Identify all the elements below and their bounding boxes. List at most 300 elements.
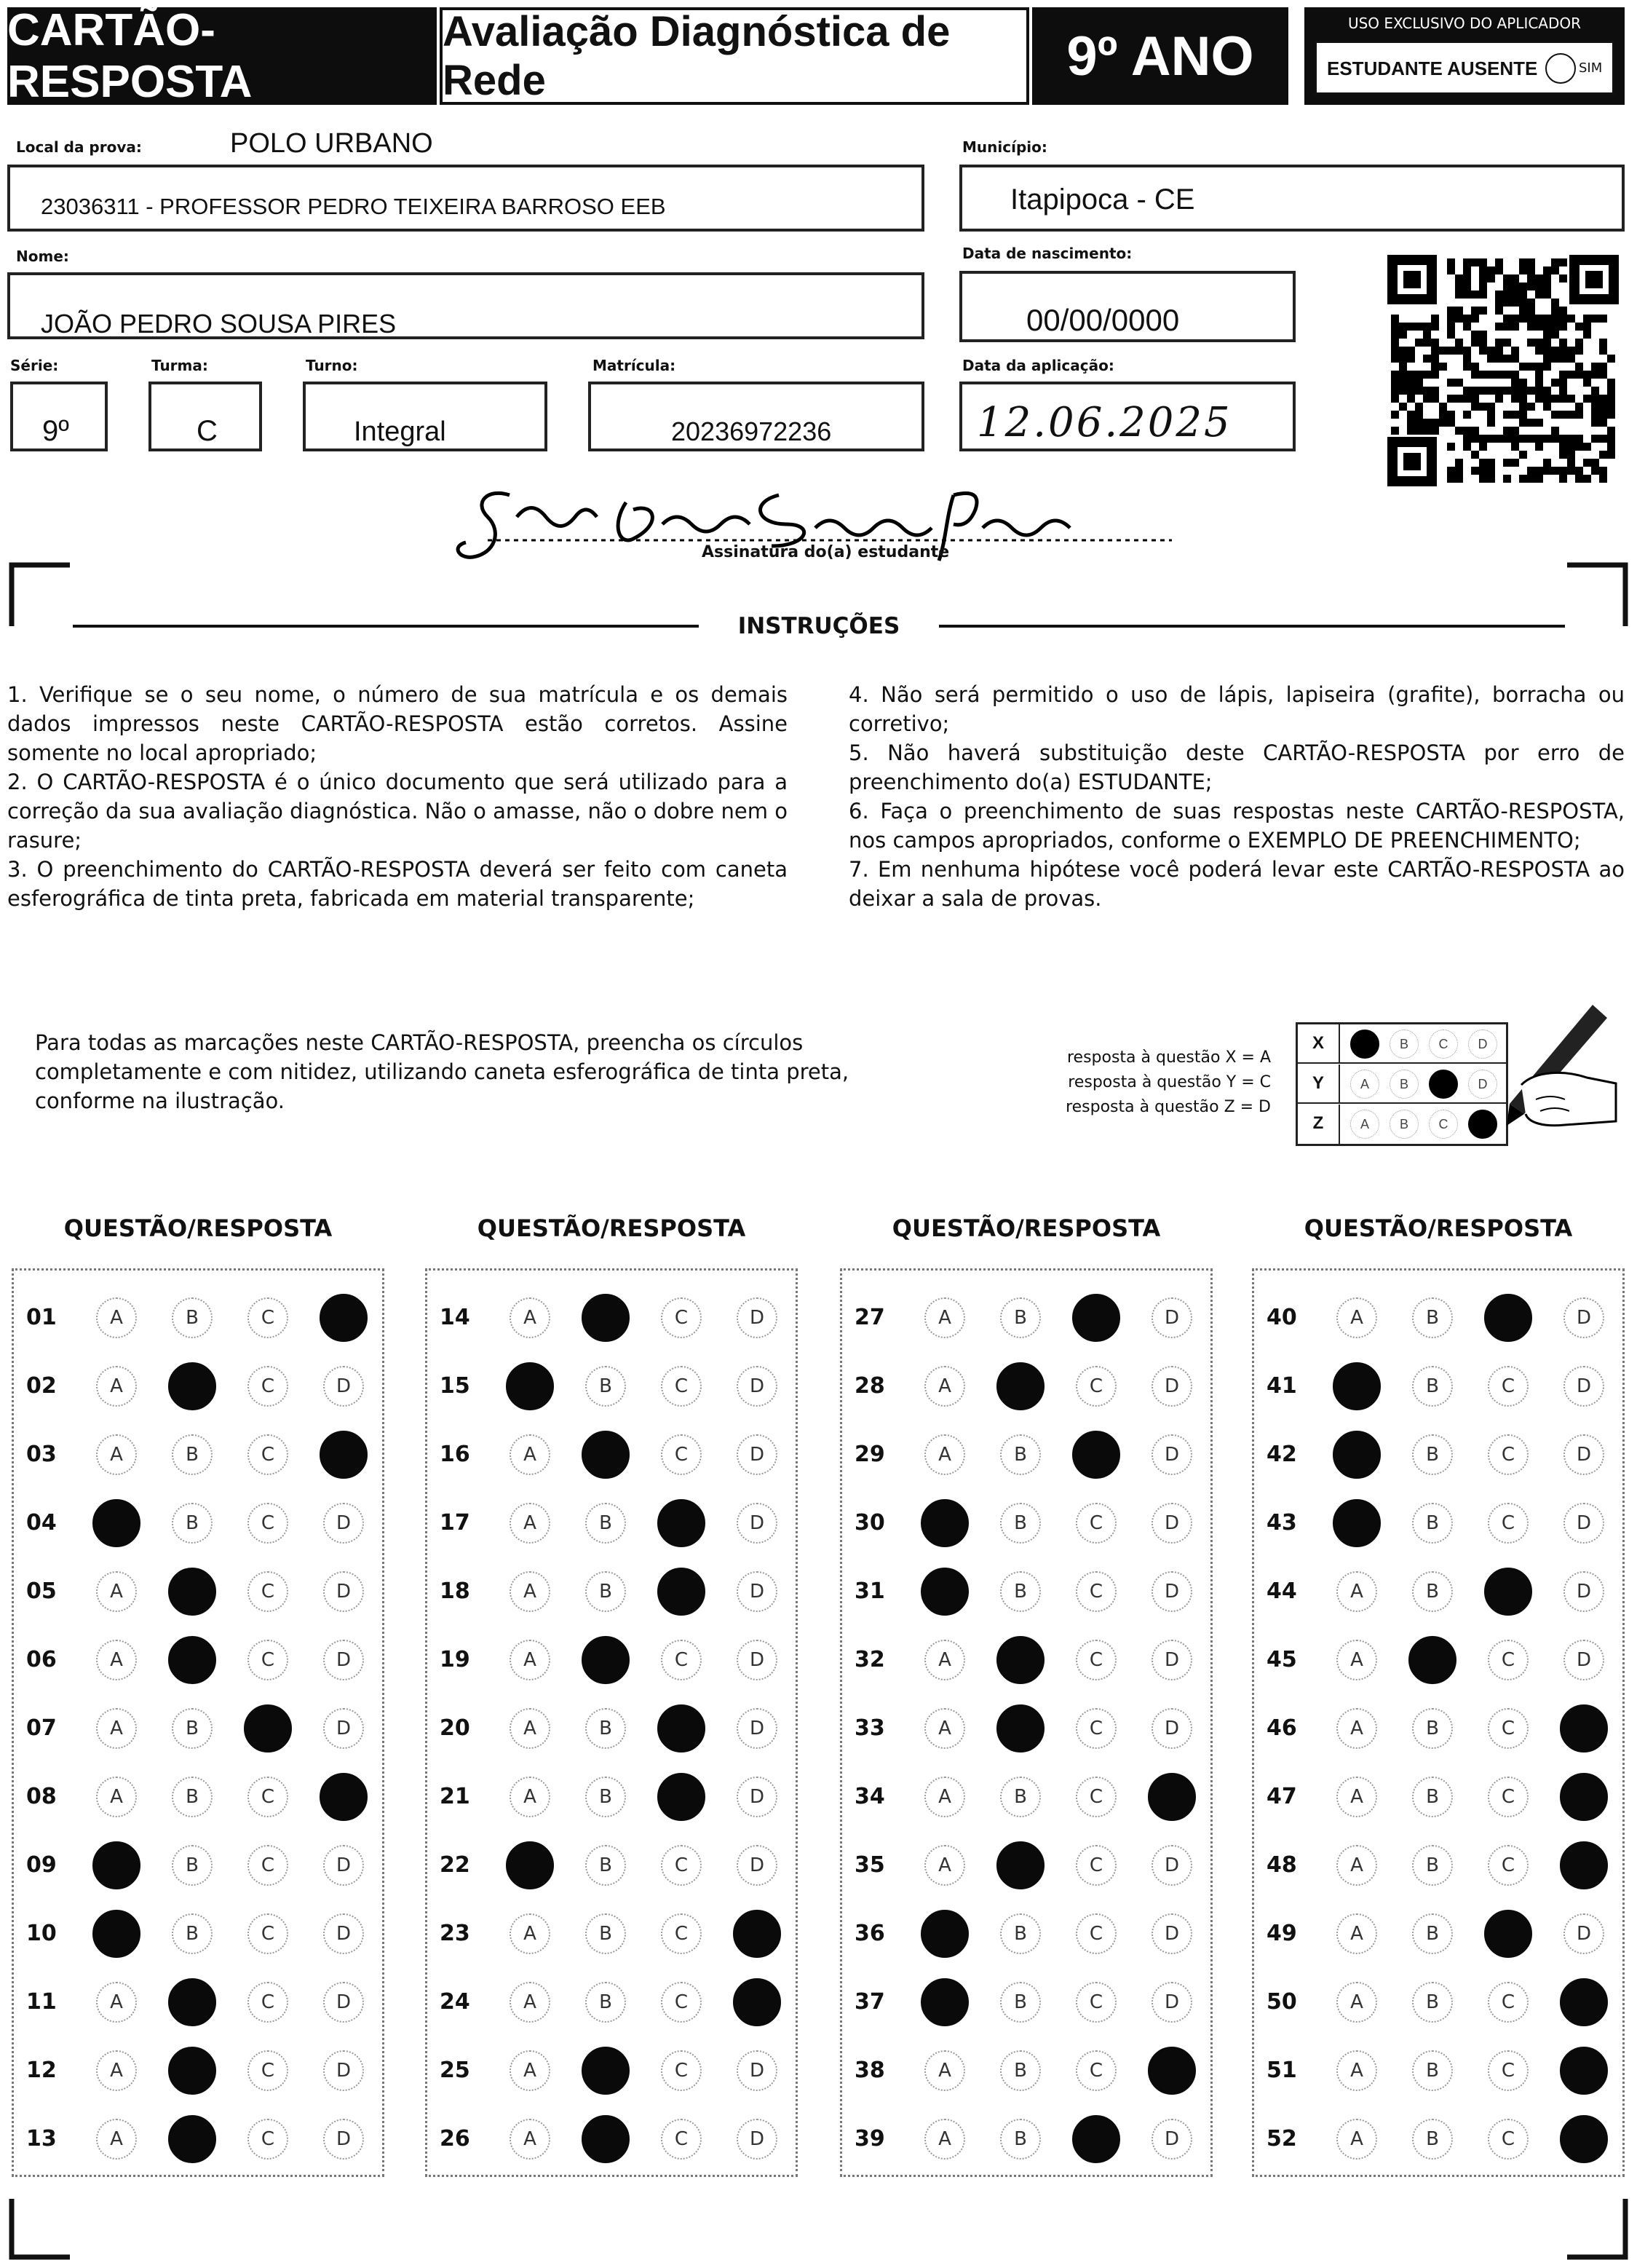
answer-bubble-c[interactable]: C — [1076, 1640, 1117, 1680]
answer-row — [440, 1973, 783, 2031]
answer-bubble-d[interactable]: D — [323, 2119, 364, 2160]
question-number: 49 — [1267, 1921, 1297, 1946]
example-bubble-a — [1350, 1030, 1379, 1059]
answer-bubble-c[interactable]: C — [247, 1640, 288, 1680]
answer-bubble-b[interactable]: B — [1412, 1503, 1453, 1544]
example-bubble-c: C — [1429, 1030, 1458, 1059]
answer-bubble-a[interactable]: A — [924, 1640, 965, 1680]
answer-bubble-a[interactable]: A — [924, 1777, 965, 1817]
answer-bubble-d[interactable]: D — [323, 1982, 364, 2023]
answer-bubble-c[interactable] — [1072, 2115, 1120, 2163]
answer-bubble-c[interactable] — [657, 1499, 705, 1547]
answer-bubble-a[interactable]: A — [1336, 1708, 1377, 1749]
instruction-6: 6. Faça o preenchimento de suas respostas neste CARTÃO-RESPOSTA, nos campos apropriados, conforme o EXEMPLO DE PREENCHIMENTO; — [849, 799, 1625, 853]
question-number: 21 — [440, 1784, 470, 1809]
answer-bubble-d[interactable]: D — [1152, 2119, 1192, 2160]
answer-bubble-d[interactable] — [1560, 2115, 1608, 2163]
answer-bubble-c[interactable]: C — [247, 1297, 288, 1338]
answer-bubble-c[interactable]: C — [661, 1640, 702, 1680]
answer-bubble-b[interactable] — [168, 1568, 216, 1616]
answer-bubble-b[interactable] — [582, 2115, 630, 2163]
absent-label: ESTUDANTE AUSENTE — [1327, 58, 1538, 79]
answer-row — [440, 1426, 783, 1484]
answer-bubble-d[interactable]: D — [737, 1297, 777, 1338]
answer-bubble-b[interactable] — [168, 1978, 216, 2026]
answer-row — [440, 2042, 783, 2100]
answer-bubble-a[interactable]: A — [510, 1913, 550, 1954]
answer-bubble-c[interactable]: C — [1076, 1913, 1117, 1954]
answer-bubble-a[interactable]: A — [1336, 1297, 1377, 1338]
nome-label: Nome: — [16, 248, 69, 265]
instruction-3: 3. O preenchimento do CARTÃO-RESPOSTA deverá ser feito com caneta esferográfica de tinta preta, fabricada em material transparente; — [7, 857, 788, 911]
answer-bubble-a[interactable]: A — [924, 2050, 965, 2091]
answer-bubble-a[interactable]: A — [510, 1777, 550, 1817]
answer-bubble-d[interactable] — [320, 1773, 368, 1821]
answer-bubble-a[interactable]: A — [510, 1434, 550, 1475]
answer-bubble-d[interactable]: D — [737, 1366, 777, 1407]
answer-bubble-d[interactable]: D — [737, 1708, 777, 1749]
turma-label: Turma: — [151, 357, 208, 374]
answer-bubble-b[interactable] — [168, 2115, 216, 2163]
answer-bubble-c[interactable]: C — [1076, 1571, 1117, 1612]
answer-bubble-a[interactable]: A — [96, 1297, 137, 1338]
answer-bubble-b[interactable]: B — [172, 1503, 213, 1544]
answer-bubble-b[interactable]: B — [172, 1777, 213, 1817]
answer-bubble-c[interactable]: C — [1488, 1708, 1529, 1749]
answer-bubble-d[interactable]: D — [1152, 1845, 1192, 1886]
answer-bubble-b[interactable] — [996, 1362, 1045, 1410]
question-number: 36 — [855, 1921, 885, 1946]
answer-row — [26, 1494, 370, 1552]
answer-bubble-c[interactable]: C — [1488, 1366, 1529, 1407]
answer-bubble-c[interactable]: C — [1488, 1640, 1529, 1680]
answer-bubble-d[interactable]: D — [1563, 1297, 1604, 1338]
question-number: 01 — [26, 1305, 57, 1330]
answer-bubble-c[interactable]: C — [247, 1434, 288, 1475]
answer-bubble-c[interactable]: C — [1488, 1845, 1529, 1886]
example-caption-y: resposta à questão Y = C — [1068, 1073, 1271, 1091]
answer-bubble-d[interactable]: D — [323, 1571, 364, 1612]
example-letter: X — [1298, 1024, 1340, 1064]
answer-bubble-b[interactable]: B — [172, 1708, 213, 1749]
answer-bubble-d[interactable] — [733, 1978, 781, 2026]
answer-bubble-a[interactable]: A — [510, 2119, 550, 2160]
serie-label: Série: — [10, 357, 59, 374]
example-row — [1298, 1105, 1506, 1144]
answer-bubble-c[interactable] — [1072, 1294, 1120, 1342]
answer-bubble-c[interactable]: C — [247, 1982, 288, 2023]
question-number: 52 — [1267, 2126, 1297, 2152]
answer-row — [26, 1631, 370, 1689]
answer-bubble-d[interactable] — [1560, 1704, 1608, 1753]
answer-bubble-b[interactable]: B — [1412, 1434, 1453, 1475]
answer-row — [26, 1426, 370, 1484]
answer-row — [1267, 1426, 1610, 1484]
answer-bubble-d[interactable] — [320, 1431, 368, 1479]
example-caption-z: resposta à questão Z = D — [1066, 1098, 1271, 1116]
question-number: 26 — [440, 2126, 470, 2152]
answer-bubble-d[interactable]: D — [1563, 1571, 1604, 1612]
answer-row — [855, 2110, 1198, 2168]
question-number: 04 — [26, 1510, 57, 1536]
answer-bubble-a[interactable]: A — [924, 1845, 965, 1886]
answer-bubble-c[interactable]: C — [247, 1366, 288, 1407]
answer-bubble-a[interactable] — [921, 1499, 969, 1547]
answer-bubble-a[interactable]: A — [96, 1434, 137, 1475]
answer-bubble-d[interactable]: D — [1563, 1913, 1604, 1954]
answer-bubble-c[interactable]: C — [661, 1434, 702, 1475]
question-number: 47 — [1267, 1784, 1297, 1809]
answer-bubble-b[interactable]: B — [585, 1982, 626, 2023]
answer-bubble-a[interactable] — [506, 1841, 554, 1889]
answer-bubble-c[interactable]: C — [247, 1845, 288, 1886]
answer-bubble-b[interactable] — [168, 2047, 216, 2095]
answer-bubble-b[interactable]: B — [585, 1708, 626, 1749]
answer-row — [855, 1768, 1198, 1826]
answer-bubble-d[interactable]: D — [737, 2119, 777, 2160]
question-number: 05 — [26, 1578, 57, 1604]
answer-bubble-b[interactable]: B — [1412, 1297, 1453, 1338]
answer-bubble-b[interactable]: B — [585, 1571, 626, 1612]
example-bubble-a: A — [1350, 1110, 1379, 1139]
answer-bubble-a[interactable]: A — [96, 2050, 137, 2091]
matricula-label: Matrícula: — [592, 357, 676, 374]
answer-bubble-c[interactable]: C — [1076, 1708, 1117, 1749]
answer-bubble-b[interactable]: B — [1412, 1913, 1453, 1954]
answer-bubble-c[interactable]: C — [661, 1845, 702, 1886]
instruction-1: 1. Verifique se o seu nome, o número de sua matrícula e os demais dados impressos neste CARTÃO-RESPOSTA estão corretos. Assine somente no local apropriado; — [7, 682, 788, 765]
answer-row — [1267, 1494, 1610, 1552]
question-number: 10 — [26, 1921, 57, 1946]
answer-bubble-b[interactable]: B — [1412, 1366, 1453, 1407]
answer-bubble-a[interactable]: A — [96, 1708, 137, 1749]
answer-bubble-a[interactable] — [506, 1362, 554, 1410]
answer-bubble-c[interactable] — [657, 1704, 705, 1753]
answer-row — [1267, 1562, 1610, 1621]
question-number: 51 — [1267, 2058, 1297, 2083]
exam-title-text: Avaliação Diagnóstica de Rede — [443, 8, 951, 104]
answer-row — [440, 1905, 783, 1963]
answer-row — [1267, 1631, 1610, 1689]
absent-option: SIM — [1579, 60, 1603, 76]
answer-bubble-b[interactable]: B — [1000, 1913, 1041, 1954]
answer-row — [440, 2110, 783, 2168]
answer-bubble-d[interactable] — [1560, 1841, 1608, 1889]
answer-bubble-a[interactable]: A — [924, 1434, 965, 1475]
answer-row — [855, 1289, 1198, 1347]
answer-bubble-a[interactable]: A — [1336, 1913, 1377, 1954]
answer-bubble-c[interactable]: C — [247, 1777, 288, 1817]
answer-bubble-c[interactable]: C — [661, 1982, 702, 2023]
answer-bubble-b[interactable] — [582, 1431, 630, 1479]
answer-bubble-c[interactable]: C — [661, 2050, 702, 2091]
answer-bubble-d[interactable] — [320, 1294, 368, 1342]
instructions-title: INSTRUÇÕES — [737, 613, 900, 639]
answer-bubble-c[interactable] — [657, 1773, 705, 1821]
answer-row — [855, 2042, 1198, 2100]
example-bubble-c — [1429, 1070, 1458, 1099]
answer-bubble-b[interactable]: B — [1000, 2050, 1041, 2091]
question-number: 07 — [26, 1715, 57, 1741]
answer-bubble-b[interactable]: B — [1412, 2050, 1453, 2091]
answer-bubble-d[interactable]: D — [323, 2050, 364, 2091]
answer-row — [1267, 1357, 1610, 1415]
answer-bubble-a[interactable]: A — [510, 2050, 550, 2091]
answer-bubble-c[interactable] — [1484, 1294, 1532, 1342]
turma-value: C — [197, 415, 218, 447]
answer-bubble-b[interactable] — [582, 1636, 630, 1684]
answer-bubble-a[interactable] — [92, 1499, 140, 1547]
answer-bubble-d[interactable]: D — [1563, 1640, 1604, 1680]
answer-bubble-d[interactable]: D — [1152, 1982, 1192, 2023]
answer-bubble-b[interactable]: B — [172, 1913, 213, 1954]
answer-bubble-c[interactable] — [657, 1568, 705, 1616]
answer-bubble-d[interactable]: D — [1152, 1434, 1192, 1475]
answer-bubble-a[interactable] — [921, 1978, 969, 2026]
aplicacao-value: 12.06.2025 — [977, 399, 1232, 446]
answer-bubble-b[interactable]: B — [1000, 1571, 1041, 1612]
answer-bubble-b[interactable]: B — [1412, 1982, 1453, 2023]
answer-row — [26, 1768, 370, 1826]
answer-bubble-a[interactable]: A — [924, 1366, 965, 1407]
answer-bubble-a[interactable]: A — [924, 1297, 965, 1338]
answer-bubble-d[interactable]: D — [1563, 1434, 1604, 1475]
answer-bubble-a[interactable]: A — [96, 1366, 137, 1407]
answer-bubble-b[interactable]: B — [1000, 1777, 1041, 1817]
answer-bubble-a[interactable]: A — [96, 2119, 137, 2160]
answer-bubble-b[interactable]: B — [585, 1366, 626, 1407]
answer-bubble-c[interactable]: C — [247, 2050, 288, 2091]
answer-row — [855, 1699, 1198, 1758]
question-number: 29 — [855, 1442, 885, 1467]
answer-bubble-d[interactable]: D — [737, 1503, 777, 1544]
answer-bubble-d[interactable]: D — [1152, 1366, 1192, 1407]
answer-bubble-a[interactable]: A — [1336, 1845, 1377, 1886]
answer-bubble-b[interactable]: B — [172, 1434, 213, 1475]
answer-bubble-d[interactable] — [1148, 1773, 1196, 1821]
answer-bubble-d[interactable]: D — [323, 1640, 364, 1680]
answer-bubble-c[interactable]: C — [661, 1297, 702, 1338]
answer-bubble-b[interactable] — [168, 1636, 216, 1684]
answer-bubble-b[interactable] — [168, 1362, 216, 1410]
answer-row — [440, 1357, 783, 1415]
answer-bubble-a[interactable]: A — [510, 1571, 550, 1612]
answer-bubble-d[interactable]: D — [323, 1913, 364, 1954]
answer-bubble-b[interactable]: B — [1412, 1708, 1453, 1749]
answer-bubble-c[interactable]: C — [1488, 2050, 1529, 2091]
example-bubble-b: B — [1390, 1070, 1419, 1099]
answer-bubble-d[interactable] — [733, 1910, 781, 1958]
answer-bubble-a[interactable]: A — [1336, 1777, 1377, 1817]
question-number: 30 — [855, 1510, 885, 1536]
answer-bubble-d[interactable]: D — [737, 2050, 777, 2091]
question-number: 40 — [1267, 1305, 1297, 1330]
answer-bubble-b[interactable] — [582, 1294, 630, 1342]
answer-bubble-a[interactable]: A — [510, 1640, 550, 1680]
answer-bubble-a[interactable] — [92, 1841, 140, 1889]
answer-bubble-c[interactable]: C — [1488, 1777, 1529, 1817]
answer-bubble-c[interactable]: C — [1076, 1845, 1117, 1886]
answer-bubble-a[interactable]: A — [1336, 2119, 1377, 2160]
answer-bubble-d[interactable]: D — [1563, 1366, 1604, 1407]
answer-bubble-b[interactable]: B — [585, 1503, 626, 1544]
answer-bubble-b[interactable]: B — [1412, 2119, 1453, 2160]
question-number: 38 — [855, 2058, 885, 2083]
answer-bubble-d[interactable]: D — [1152, 1297, 1192, 1338]
answer-bubble-c[interactable]: C — [1076, 1982, 1117, 2023]
answer-bubble-a[interactable]: A — [924, 1708, 965, 1749]
answer-bubble-d[interactable]: D — [1152, 1503, 1192, 1544]
answer-bubble-d[interactable]: D — [737, 1434, 777, 1475]
answer-bubble-b[interactable]: B — [1000, 1503, 1041, 1544]
answer-bubble-b[interactable]: B — [585, 1845, 626, 1886]
answer-row — [1267, 1768, 1610, 1826]
nascimento-label: Data de nascimento: — [962, 245, 1133, 262]
answer-bubble-b[interactable] — [996, 1841, 1045, 1889]
question-number: 41 — [1267, 1373, 1297, 1399]
answer-bubble-c[interactable]: C — [1076, 2050, 1117, 2091]
answer-bubble-c[interactable]: C — [661, 2119, 702, 2160]
answer-bubble-d[interactable]: D — [1152, 1571, 1192, 1612]
question-number: 23 — [440, 1921, 470, 1946]
answer-bubble-b[interactable]: B — [1000, 2119, 1041, 2160]
example-bubble-b: B — [1390, 1110, 1419, 1139]
answer-bubble-c[interactable]: C — [661, 1366, 702, 1407]
answer-bubble-a[interactable]: A — [510, 1503, 550, 1544]
answer-bubble-c[interactable] — [1072, 1431, 1120, 1479]
answer-row — [1267, 1699, 1610, 1758]
question-number: 24 — [440, 1989, 470, 2015]
answer-row — [855, 1905, 1198, 1963]
pen-illustration — [1478, 997, 1623, 1143]
question-number: 12 — [26, 2058, 57, 2083]
example-letter: Y — [1298, 1064, 1340, 1104]
answer-bubble-c[interactable]: C — [661, 1913, 702, 1954]
question-number: 19 — [440, 1647, 470, 1672]
answer-row — [855, 1836, 1198, 1894]
answer-bubble-c[interactable]: C — [1488, 2119, 1529, 2160]
instruction-7: 7. Em nenhuma hipótese você poderá levar este CARTÃO-RESPOSTA ao deixar a sala de provas. — [849, 857, 1625, 911]
answer-bubble-c[interactable]: C — [247, 2119, 288, 2160]
answer-bubble-a[interactable] — [92, 1910, 140, 1958]
answer-bubble-c[interactable]: C — [1488, 1503, 1529, 1544]
answer-bubble-d[interactable] — [1560, 1978, 1608, 2026]
answer-bubble-d[interactable]: D — [1152, 1640, 1192, 1680]
example-caption-x: resposta à questão X = A — [1066, 1048, 1271, 1067]
answer-bubble-d[interactable]: D — [737, 1571, 777, 1612]
answer-bubble-b[interactable] — [996, 1704, 1045, 1753]
answer-bubble-a[interactable] — [1333, 1499, 1381, 1547]
question-number: 16 — [440, 1442, 470, 1467]
answer-bubble-d[interactable]: D — [1152, 1913, 1192, 1954]
answer-bubble-c[interactable] — [1484, 1910, 1532, 1958]
answer-bubble-d[interactable]: D — [323, 1845, 364, 1886]
answer-bubble-b[interactable]: B — [1412, 1845, 1453, 1886]
instruction-5: 5. Não haverá substituição deste CARTÃO-RESPOSTA por erro de preenchimento do(a) ESTUDANTE; — [849, 740, 1625, 794]
answer-bubble-a[interactable] — [921, 1910, 969, 1958]
card-title-text: CARTÃO-RESPOSTA — [7, 5, 253, 107]
answer-bubble-a[interactable]: A — [96, 1640, 137, 1680]
answer-bubble-d[interactable] — [1560, 2047, 1608, 2095]
answer-bubble-b[interactable] — [582, 2047, 630, 2095]
answer-bubble-c[interactable]: C — [1488, 1434, 1529, 1475]
answer-bubble-c[interactable]: C — [247, 1913, 288, 1954]
answer-bubble-b[interactable]: B — [585, 1777, 626, 1817]
example-letter: Z — [1298, 1105, 1340, 1144]
answer-bubble-c[interactable] — [244, 1704, 292, 1753]
answer-bubble-c[interactable]: C — [1076, 1777, 1117, 1817]
question-number: 46 — [1267, 1715, 1297, 1741]
answer-bubble-b[interactable]: B — [1000, 1434, 1041, 1475]
answer-bubble-d[interactable]: D — [323, 1503, 364, 1544]
answer-bubble-c[interactable]: C — [1076, 1366, 1117, 1407]
answer-bubble-a[interactable] — [1333, 1362, 1381, 1410]
answer-bubble-b[interactable]: B — [1412, 1571, 1453, 1612]
answer-bubble-a[interactable]: A — [510, 1708, 550, 1749]
answer-bubble-d[interactable]: D — [323, 1708, 364, 1749]
question-number: 37 — [855, 1989, 885, 2015]
answer-bubble-a[interactable]: A — [96, 1571, 137, 1612]
answer-bubble-a[interactable]: A — [1336, 2050, 1377, 2091]
answer-bubble-d[interactable] — [1560, 1773, 1608, 1821]
example-bubble-c: C — [1429, 1110, 1458, 1139]
answer-bubble-d[interactable]: D — [1563, 1503, 1604, 1544]
answer-bubble-a[interactable]: A — [510, 1982, 550, 2023]
answer-bubble-a[interactable]: A — [1336, 1571, 1377, 1612]
answer-bubble-a[interactable]: A — [1336, 1982, 1377, 2023]
question-number: 22 — [440, 1852, 470, 1878]
answer-bubble-d[interactable]: D — [323, 1366, 364, 1407]
answer-bubble-b[interactable] — [1408, 1636, 1456, 1684]
answer-bubble-a[interactable]: A — [510, 1297, 550, 1338]
answer-bubble-b[interactable]: B — [172, 1297, 213, 1338]
local-label: Local da prova: — [16, 138, 142, 156]
answer-bubble-b[interactable]: B — [172, 1845, 213, 1886]
answer-row — [855, 1357, 1198, 1415]
example-bubble-b: B — [1390, 1030, 1419, 1059]
answer-bubble-d[interactable]: D — [737, 1777, 777, 1817]
answer-bubble-b[interactable] — [996, 1636, 1045, 1684]
answer-bubble-c[interactable] — [1484, 1568, 1532, 1616]
answer-bubble-a[interactable]: A — [1336, 1640, 1377, 1680]
answer-bubble-d[interactable]: D — [737, 1845, 777, 1886]
answer-bubble-c[interactable]: C — [247, 1571, 288, 1612]
answer-bubble-c[interactable]: C — [1488, 1982, 1529, 2023]
answer-bubble-d[interactable] — [1148, 2047, 1196, 2095]
question-number: 44 — [1267, 1578, 1297, 1604]
answer-bubble-d[interactable]: D — [1152, 1708, 1192, 1749]
answer-bubble-a[interactable] — [921, 1568, 969, 1616]
answer-bubble-a[interactable]: A — [96, 1777, 137, 1817]
answer-bubble-a[interactable]: A — [924, 2119, 965, 2160]
answer-row — [440, 1562, 783, 1621]
answer-bubble-b[interactable]: B — [1000, 1982, 1041, 2023]
question-number: 31 — [855, 1578, 885, 1604]
question-number: 14 — [440, 1305, 470, 1330]
answer-bubble-b[interactable]: B — [1412, 1777, 1453, 1817]
answer-bubble-a[interactable]: A — [96, 1982, 137, 2023]
instructions-right — [849, 680, 1625, 913]
column-title: QUESTÃO/RESPOSTA — [892, 1214, 1161, 1242]
answer-bubble-d[interactable]: D — [737, 1640, 777, 1680]
question-number: 11 — [26, 1989, 57, 2015]
answer-bubble-b[interactable]: B — [585, 1913, 626, 1954]
question-number: 09 — [26, 1852, 57, 1878]
answer-bubble-c[interactable]: C — [1076, 1503, 1117, 1544]
answer-bubble-c[interactable]: C — [247, 1503, 288, 1544]
answer-bubble-a[interactable] — [1333, 1431, 1381, 1479]
answer-bubble-b[interactable]: B — [1000, 1297, 1041, 1338]
